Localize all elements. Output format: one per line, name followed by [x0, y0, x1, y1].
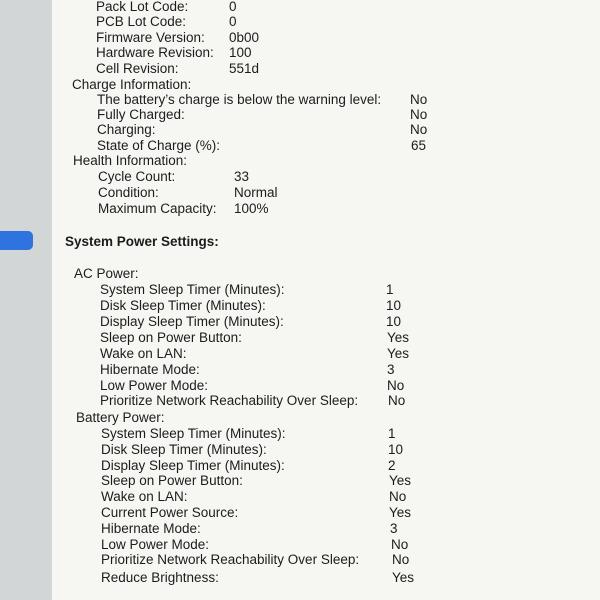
charge-label: State of Charge (%): [97, 138, 221, 153]
bat-value: Yes [389, 473, 412, 488]
bat-label: Reduce Brightness: [101, 570, 219, 585]
health-label: Cycle Count: [98, 169, 176, 184]
ac-label: Display Sleep Timer (Minutes): [100, 314, 284, 329]
ac-label: System Sleep Timer (Minutes): [100, 282, 285, 297]
info-label: Pack Lot Code: [96, 0, 189, 14]
health-value: Normal [234, 185, 278, 200]
charge-label: Fully Charged: [97, 107, 185, 122]
bat-value: Yes [389, 505, 412, 520]
info-label: Hardware Revision: [96, 45, 214, 60]
bat-value: Yes [392, 570, 415, 585]
ac-value: 1 [386, 282, 394, 297]
info-label: Cell Revision: [96, 61, 179, 76]
charge-value: No [410, 122, 428, 137]
info-value: 551d [229, 61, 260, 76]
ac-label: Prioritize Network Reachability Over Sleep: [100, 393, 359, 408]
bat-label: Low Power Mode: [101, 537, 210, 552]
charge-value: No [410, 107, 428, 122]
bat-value: 1 [388, 426, 396, 441]
health-information-header: Health Information: [73, 153, 188, 168]
ac-value: No [388, 393, 406, 408]
bat-value: 10 [388, 442, 404, 457]
ac-value: No [387, 378, 405, 393]
ac-value: 10 [386, 298, 402, 313]
bat-value: 3 [390, 521, 398, 536]
bat-label: Disk Sleep Timer (Minutes): [101, 442, 267, 457]
ac-label: Wake on LAN: [100, 346, 187, 361]
info-label: PCB Lot Code: [96, 14, 187, 29]
charge-label: Charging: [97, 122, 156, 137]
ac-value: Yes [387, 330, 410, 345]
info-value: 0b00 [229, 30, 260, 45]
bat-label: Wake on LAN: [101, 489, 188, 504]
ac-value: 10 [386, 314, 402, 329]
info-value: 100 [229, 45, 252, 60]
bat-value: No [389, 489, 407, 504]
bat-label: Hibernate Mode: [101, 521, 201, 536]
charge-information-header: Charge Information: [72, 77, 192, 92]
sidebar-selected-item[interactable] [0, 231, 33, 250]
bat-value: 2 [388, 458, 396, 473]
health-label: Condition: [98, 185, 159, 200]
charge-value: No [410, 92, 428, 107]
health-label: Maximum Capacity: [98, 201, 217, 216]
sidebar [0, 0, 52, 600]
ac-value: 3 [387, 362, 395, 377]
ac-label: Hibernate Mode: [100, 362, 200, 377]
bat-label: Prioritize Network Reachability Over Sleep: [101, 552, 360, 567]
system-report-detail-pane [52, 0, 600, 600]
ac-label: Sleep on Power Button: [100, 330, 242, 345]
bat-label: System Sleep Timer (Minutes): [101, 426, 286, 441]
bat-label: Display Sleep Timer (Minutes): [101, 458, 285, 473]
charge-value: 65 [411, 138, 427, 153]
bat-label: Current Power Source: [101, 505, 239, 520]
bat-value: No [392, 552, 410, 567]
info-value: 0 [229, 0, 237, 14]
ac-power-header: AC Power: [74, 266, 139, 281]
info-value: 0 [229, 14, 237, 29]
system-power-settings-title: System Power Settings: [65, 234, 219, 249]
health-value: 100% [234, 201, 269, 216]
bat-label: Sleep on Power Button: [101, 473, 243, 488]
ac-label: Low Power Mode: [100, 378, 209, 393]
info-label: Firmware Version: [96, 30, 205, 45]
ac-label: Disk Sleep Timer (Minutes): [100, 298, 266, 313]
bat-value: No [391, 537, 409, 552]
ac-value: Yes [387, 346, 410, 361]
battery-power-header: Battery Power: [76, 410, 165, 425]
health-value: 33 [234, 169, 250, 184]
charge-label: The battery’s charge is below the warning level: [97, 92, 382, 107]
